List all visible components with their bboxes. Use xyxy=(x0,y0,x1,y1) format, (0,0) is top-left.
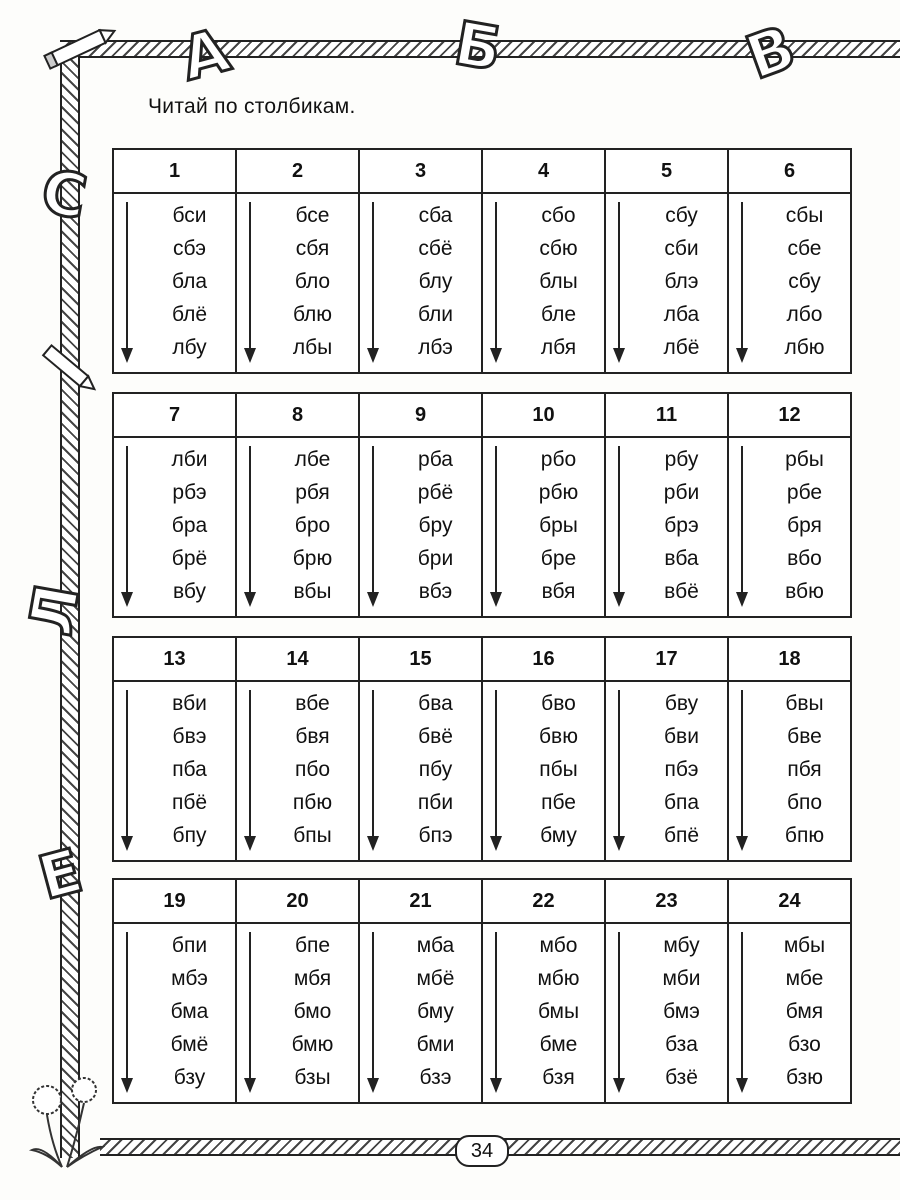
syllable-column xyxy=(729,192,850,372)
syllable: бре xyxy=(540,547,577,570)
syllable: пба xyxy=(172,758,207,781)
down-arrow-icon xyxy=(489,202,503,364)
syllable: вбя xyxy=(541,580,576,603)
column-number: 24 xyxy=(778,890,801,912)
syllable: пбы xyxy=(539,758,578,781)
syllable: бме xyxy=(539,1033,578,1056)
syllable: блэ xyxy=(664,270,699,293)
syllable: бви xyxy=(664,725,699,748)
down-arrow-icon xyxy=(612,690,626,852)
syllable: вбё xyxy=(664,580,699,603)
down-arrow-icon xyxy=(735,932,749,1094)
syllable: пбу xyxy=(418,758,453,781)
syllable: мбо xyxy=(539,934,578,957)
syllable: бвю xyxy=(539,725,578,748)
column-number: 17 xyxy=(606,638,729,680)
syllable-column xyxy=(606,436,729,616)
decorative-letter-e: Е xyxy=(31,835,90,915)
syllable: бво xyxy=(541,692,576,715)
syllable: вбы xyxy=(293,580,332,603)
column-number: 1 xyxy=(114,150,237,192)
syllable: рбё xyxy=(417,481,454,504)
syllable: лбё xyxy=(663,336,700,359)
syllable: пбя xyxy=(787,758,822,781)
syllable: бву xyxy=(664,692,699,715)
down-arrow-icon xyxy=(612,932,626,1094)
syllable: бму xyxy=(540,824,577,847)
syllable: бры xyxy=(539,514,578,537)
syllable: лбю xyxy=(784,336,825,359)
column-number-row xyxy=(114,394,850,438)
column-number: 7 xyxy=(114,394,237,436)
syllable: мбы xyxy=(783,934,826,957)
syllable: мбэ xyxy=(171,967,208,990)
syllable: лбэ xyxy=(418,336,453,359)
column-number: 15 xyxy=(360,638,483,680)
column-number: 9 xyxy=(360,394,483,436)
down-arrow-icon xyxy=(489,690,503,852)
syllable: сбя xyxy=(295,237,330,260)
syllable-column xyxy=(237,680,360,860)
syllable: вбу xyxy=(173,580,206,603)
syllable: сбё xyxy=(418,237,453,260)
syllable: рби xyxy=(663,481,700,504)
syllable: блу xyxy=(418,270,453,293)
syllable: рбу xyxy=(664,448,699,471)
down-arrow-icon xyxy=(366,202,380,364)
syllable: мба xyxy=(416,934,455,957)
decorative-letter-v: В xyxy=(737,12,805,94)
syllable: блю xyxy=(292,303,333,326)
syllable: мбя xyxy=(293,967,332,990)
syllable: бло xyxy=(294,270,331,293)
syllable: лба xyxy=(663,303,700,326)
column-number: 4 xyxy=(483,150,606,192)
syllable: пбе xyxy=(541,791,576,814)
column-number: 2 xyxy=(237,150,360,192)
syllable: бзя xyxy=(542,1066,575,1089)
syllable: вбо xyxy=(787,547,822,570)
syllable-column xyxy=(483,436,606,616)
column-number: 8 xyxy=(237,394,360,436)
down-arrow-icon xyxy=(366,446,380,608)
column-number: 20 xyxy=(237,880,360,922)
syllable-column xyxy=(606,192,729,372)
syllable-column xyxy=(729,436,850,616)
syllable: вби xyxy=(172,692,207,715)
syllable: лбо xyxy=(786,303,823,326)
syllable: вба xyxy=(664,547,699,570)
syllable: пбэ xyxy=(664,758,699,781)
syllable-table xyxy=(112,878,852,1104)
syllable: лбу xyxy=(172,336,207,359)
syllable-column xyxy=(729,680,850,860)
column-number-row xyxy=(114,150,850,194)
syllable-column xyxy=(114,436,237,616)
syllable: рбя xyxy=(295,481,330,504)
syllable: бзэ xyxy=(419,1066,452,1089)
syllable: рбе xyxy=(786,481,823,504)
syllable: лбя xyxy=(540,336,577,359)
column-number: 21 xyxy=(360,880,483,922)
syllable: вбе xyxy=(295,692,330,715)
syllable-column xyxy=(483,680,606,860)
syllable: рба xyxy=(418,448,453,471)
down-arrow-icon xyxy=(612,446,626,608)
syllable-table xyxy=(112,636,852,862)
syllable: вбэ xyxy=(418,580,453,603)
syllable: бми xyxy=(416,1033,455,1056)
decorative-letter-l: Л xyxy=(16,579,94,641)
instruction-text: Читай по столбикам. xyxy=(148,95,356,118)
column-number: 16 xyxy=(483,638,606,680)
syllable-column xyxy=(360,436,483,616)
decorative-letter-b: Б xyxy=(449,8,507,86)
syllable: бмы xyxy=(537,1000,580,1023)
syllable: сбы xyxy=(785,204,824,227)
column-number-row xyxy=(114,638,850,682)
column-number: 10 xyxy=(483,394,606,436)
syllable: мбу xyxy=(663,934,700,957)
syllable: лби xyxy=(171,448,208,471)
syllable: бла xyxy=(171,270,208,293)
syllable: пбо xyxy=(294,758,331,781)
syllable: бпе xyxy=(294,934,331,957)
syllable: пби xyxy=(417,791,454,814)
syllable: бвя xyxy=(295,725,330,748)
syllable: бря xyxy=(787,514,822,537)
syllable: мби xyxy=(662,967,701,990)
down-arrow-icon xyxy=(243,446,257,608)
syllable-column xyxy=(606,680,729,860)
pencil-icon xyxy=(40,22,120,72)
syllable-column xyxy=(237,192,360,372)
syllable: вбю xyxy=(785,580,824,603)
syllable: бпы xyxy=(293,824,332,847)
decorative-letter-a: А xyxy=(173,15,237,95)
syllable: сбу xyxy=(788,270,821,293)
syllable: бмэ xyxy=(663,1000,700,1023)
syllable: бру xyxy=(418,514,453,537)
syllable: бзё xyxy=(665,1066,698,1089)
syllable: сби xyxy=(664,237,699,260)
syllable: бзю xyxy=(786,1066,823,1089)
decorative-letter-s: С xyxy=(36,156,92,234)
syllable: мбе xyxy=(785,967,824,990)
syllable: бвы xyxy=(785,692,824,715)
down-arrow-icon xyxy=(120,446,134,608)
syllable: бвэ xyxy=(172,725,207,748)
syllable: сбэ xyxy=(172,237,206,260)
column-number: 14 xyxy=(237,638,360,680)
column-number: 13 xyxy=(114,638,237,680)
syllable: бли xyxy=(417,303,454,326)
down-arrow-icon xyxy=(489,446,503,608)
down-arrow-icon xyxy=(120,202,134,364)
syllable: рбэ xyxy=(172,481,207,504)
syllable-column xyxy=(606,922,729,1102)
syllable: бвё xyxy=(418,725,453,748)
syllable: блы xyxy=(539,270,578,293)
syllable: бму xyxy=(417,1000,454,1023)
syllable: брэ xyxy=(664,514,699,537)
syllable: сбу xyxy=(665,204,698,227)
column-number-row xyxy=(114,880,850,924)
syllable: сбю xyxy=(539,237,578,260)
syllable: бпё xyxy=(663,824,700,847)
down-arrow-icon xyxy=(120,690,134,852)
down-arrow-icon xyxy=(120,932,134,1094)
syllable: бзо xyxy=(788,1033,821,1056)
syllable: бро xyxy=(294,514,331,537)
syllable-table xyxy=(112,392,852,618)
syllable-column xyxy=(114,192,237,372)
page-number: 34 xyxy=(455,1135,509,1167)
syllable-column xyxy=(360,680,483,860)
syllable-column xyxy=(114,922,237,1102)
syllable: сбе xyxy=(787,237,822,260)
down-arrow-icon xyxy=(366,932,380,1094)
down-arrow-icon xyxy=(735,446,749,608)
syllable: брю xyxy=(292,547,333,570)
syllable: рбы xyxy=(785,448,824,471)
syllable: блё xyxy=(171,303,208,326)
syllable: бпю xyxy=(784,824,825,847)
down-arrow-icon xyxy=(489,932,503,1094)
syllable: бве xyxy=(787,725,822,748)
syllable: бма xyxy=(170,1000,209,1023)
syllable: бле xyxy=(540,303,577,326)
syllable: бра xyxy=(171,514,208,537)
syllable: бпи xyxy=(171,934,208,957)
syllable: пбё xyxy=(171,791,208,814)
syllable: бмо xyxy=(293,1000,332,1023)
column-number: 6 xyxy=(783,160,796,182)
syllable-column xyxy=(237,922,360,1102)
syllable: мбю xyxy=(537,967,580,990)
syllable: бпэ xyxy=(418,824,453,847)
column-number: 22 xyxy=(483,880,606,922)
down-arrow-icon xyxy=(243,202,257,364)
syllable: бзу xyxy=(173,1066,206,1089)
column-number: 12 xyxy=(778,404,801,426)
pencil-icon xyxy=(35,335,105,405)
syllable: бмя xyxy=(785,1000,824,1023)
syllable: сбо xyxy=(541,204,576,227)
syllable-column xyxy=(483,922,606,1102)
down-arrow-icon xyxy=(735,202,749,364)
syllable: лбе xyxy=(294,448,331,471)
syllable-column xyxy=(237,436,360,616)
syllable: бси xyxy=(172,204,207,227)
column-number: 5 xyxy=(606,150,729,192)
syllable: бмю xyxy=(291,1033,334,1056)
down-arrow-icon xyxy=(243,690,257,852)
syllable-column xyxy=(729,922,850,1102)
syllable: мбё xyxy=(416,967,455,990)
column-number: 3 xyxy=(360,150,483,192)
syllable-column xyxy=(114,680,237,860)
syllable: бзы xyxy=(294,1066,331,1089)
syllable: рбо xyxy=(540,448,577,471)
syllable: бпу xyxy=(172,824,207,847)
down-arrow-icon xyxy=(243,932,257,1094)
syllable-table xyxy=(112,148,852,374)
syllable: сба xyxy=(418,204,453,227)
syllable-column xyxy=(483,192,606,372)
syllable: бсе xyxy=(295,204,330,227)
syllable-column xyxy=(360,192,483,372)
down-arrow-icon xyxy=(612,202,626,364)
down-arrow-icon xyxy=(366,690,380,852)
syllable: бва xyxy=(418,692,453,715)
syllable: бмё xyxy=(170,1033,209,1056)
syllable: бпо xyxy=(786,791,823,814)
dandelion-illustration-icon xyxy=(22,1075,112,1170)
syllable: брё xyxy=(171,547,208,570)
syllable: бза xyxy=(665,1033,698,1056)
syllable: бпа xyxy=(663,791,700,814)
column-number: 23 xyxy=(606,880,729,922)
syllable: бри xyxy=(417,547,454,570)
syllable: пбю xyxy=(292,791,333,814)
down-arrow-icon xyxy=(735,690,749,852)
column-number: 18 xyxy=(778,648,801,670)
column-number: 11 xyxy=(606,394,729,436)
syllable-column xyxy=(360,922,483,1102)
column-number: 19 xyxy=(114,880,237,922)
syllable: лбы xyxy=(292,336,333,359)
syllable: рбю xyxy=(538,481,579,504)
